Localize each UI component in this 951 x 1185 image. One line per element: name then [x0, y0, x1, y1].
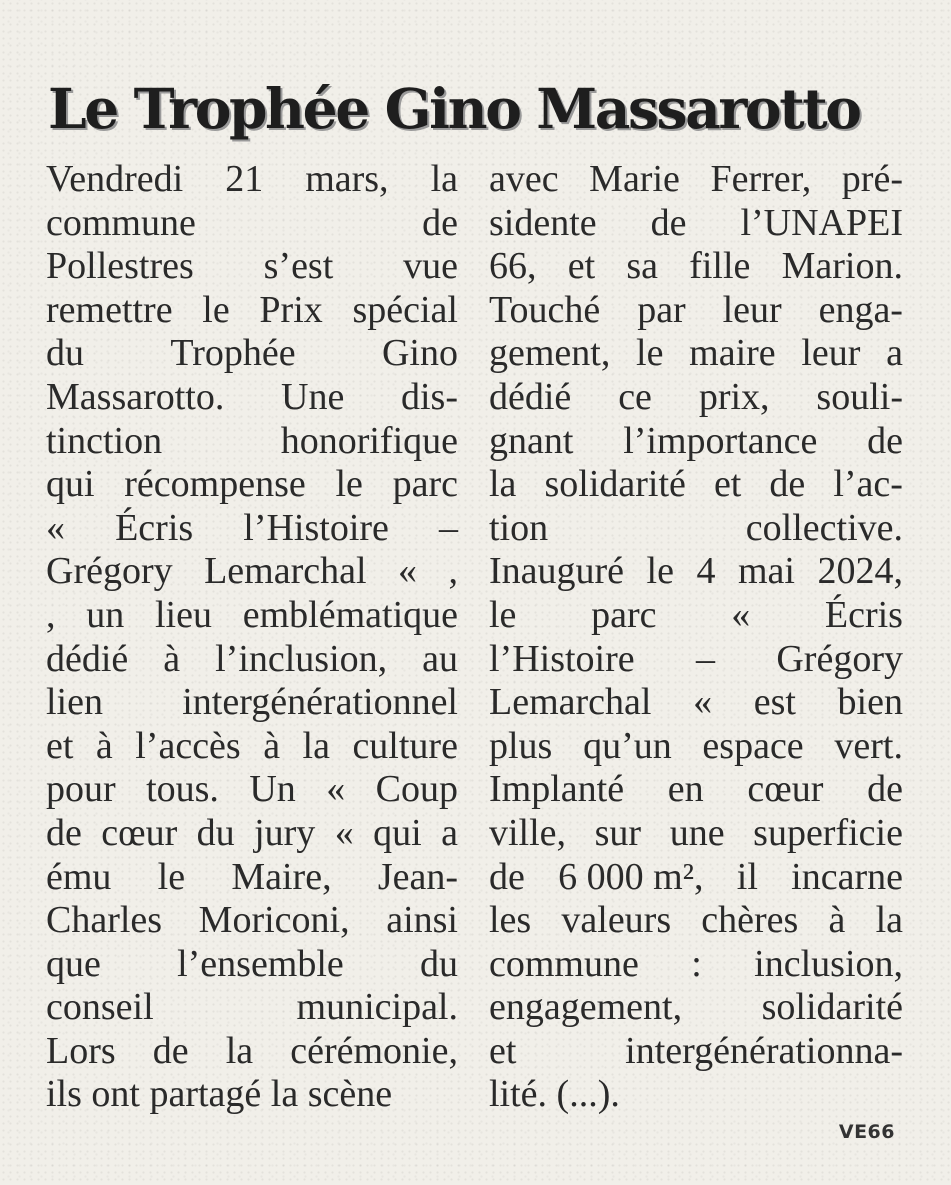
word: du: [196, 811, 235, 854]
word: solidarité: [544, 463, 686, 506]
word: Inauguré: [489, 550, 625, 593]
word: et: [489, 1029, 517, 1072]
word: à: [163, 637, 181, 680]
word: de: [46, 811, 82, 854]
text-line: [46, 812, 458, 856]
word: Implanté: [489, 768, 625, 811]
word: Pollestres: [46, 245, 194, 288]
word: «: [46, 506, 65, 549]
word: est: [753, 681, 796, 724]
text-line: [489, 289, 903, 333]
word: Un: [249, 768, 296, 811]
word: la: [302, 724, 330, 767]
word: sur: [594, 811, 642, 854]
word: ce: [618, 375, 652, 418]
word: lien: [46, 681, 103, 724]
word: :: [691, 942, 702, 985]
text-line: [489, 681, 903, 725]
word: tinction: [46, 419, 163, 462]
text-line: [489, 1073, 903, 1117]
word: Grégory: [46, 550, 173, 593]
word: dédié: [489, 375, 572, 418]
word: jury: [254, 811, 316, 854]
article-column-right: [489, 158, 903, 1117]
text-line: [46, 1073, 458, 1117]
word: parc: [591, 593, 657, 636]
text-line: [46, 986, 458, 1030]
word: avec: [489, 158, 559, 200]
word: a: [886, 332, 903, 375]
word: commune: [46, 201, 196, 244]
word: la: [489, 463, 517, 506]
author-signature: VE66: [838, 1121, 895, 1143]
word: cérémonie,: [290, 1029, 458, 1072]
text-line: [46, 289, 458, 333]
word: qu’un: [583, 724, 672, 767]
text-line: [489, 507, 903, 551]
word: valeurs: [561, 899, 672, 942]
text-line: [489, 202, 903, 246]
word: –: [696, 637, 715, 680]
word: dédié: [46, 637, 129, 680]
word: de: [867, 419, 903, 462]
word: que: [46, 942, 101, 985]
word: 66,: [489, 245, 537, 288]
word: 4: [696, 550, 716, 593]
word: a: [441, 811, 458, 854]
text-line: [46, 681, 458, 725]
word: parc: [392, 463, 458, 506]
text-line: [46, 725, 458, 769]
text-line: [46, 943, 458, 987]
text-line: [46, 376, 458, 420]
word: l’Histoire: [243, 506, 389, 549]
text-line: [489, 1030, 903, 1074]
word: s’est: [263, 245, 334, 288]
word: commune: [489, 942, 639, 985]
word: ont: [91, 1073, 140, 1116]
word: Marie: [589, 158, 680, 200]
word: municipal.: [296, 986, 458, 1029]
word: inclusion,: [754, 942, 903, 985]
word: –: [439, 506, 458, 549]
word: chères: [701, 899, 799, 942]
word: Vendredi: [46, 158, 184, 200]
text-line: [46, 507, 458, 551]
word: l’ac-: [833, 463, 903, 506]
word: lieu: [155, 593, 212, 636]
word: Grégory: [776, 637, 903, 680]
word: gement,: [489, 332, 611, 375]
word: et: [713, 463, 742, 506]
word: un: [86, 593, 125, 636]
word: la: [270, 1073, 299, 1116]
text-line: [489, 420, 903, 464]
word: gnant: [489, 419, 574, 462]
word: Lemarchal: [489, 681, 652, 724]
text-line: [489, 638, 903, 682]
word: de: [650, 201, 687, 244]
word: du: [46, 332, 84, 375]
word: «: [731, 593, 751, 636]
text-line: [489, 812, 903, 856]
word: le: [157, 855, 186, 898]
text-line: [46, 463, 458, 507]
word: la: [225, 1029, 254, 1072]
word: Ferrer,: [710, 158, 812, 200]
word: «: [326, 768, 346, 811]
word: conseil: [46, 986, 154, 1029]
text-line: [46, 1030, 458, 1074]
word: Prix: [259, 288, 323, 331]
word: la: [875, 899, 903, 942]
text-line: [489, 768, 903, 812]
word: l’UNAPEI: [740, 201, 903, 244]
word: prix,: [698, 375, 770, 418]
word: Une: [281, 375, 345, 418]
word: plus: [489, 724, 553, 767]
word: dis-: [401, 375, 458, 418]
word: l’Histoire: [489, 637, 635, 680]
text-line: [489, 943, 903, 987]
word: à: [828, 899, 846, 942]
word: scène: [307, 1073, 393, 1116]
word: ,: [448, 550, 458, 593]
text-line: [489, 856, 903, 900]
word: Coup: [375, 768, 458, 811]
word: sidente: [489, 201, 597, 244]
word: ville,: [489, 811, 567, 854]
word: l’inclusion,: [215, 637, 388, 680]
word: bien: [837, 681, 903, 724]
word: Lemarchal: [204, 550, 367, 593]
word: enga-: [818, 288, 903, 331]
text-line: [46, 768, 458, 812]
word: ainsi: [386, 899, 458, 942]
text-line: [46, 856, 458, 900]
word: Charles: [46, 899, 163, 942]
word: 21: [225, 158, 264, 200]
text-line: [489, 376, 903, 420]
word: intergénérationna-: [625, 1029, 903, 1072]
word: vert.: [834, 724, 903, 767]
text-line: [46, 332, 458, 376]
word: solidarité: [761, 986, 903, 1029]
word: espace: [702, 724, 804, 767]
word: et: [46, 724, 74, 767]
word: collective.: [745, 506, 903, 549]
word: souli-: [816, 375, 903, 418]
word: Jean-: [377, 855, 458, 898]
word: par: [637, 288, 686, 331]
word: Maire,: [231, 855, 332, 898]
text-line: [46, 202, 458, 246]
word: superficie: [753, 811, 903, 854]
word: Gino: [381, 332, 458, 375]
word: l’ensemble: [177, 942, 344, 985]
word: le: [335, 463, 363, 506]
word: et: [567, 245, 596, 288]
word: qui: [46, 463, 95, 506]
word: l’importance: [623, 419, 818, 462]
text-line: [46, 594, 458, 638]
text-line: [46, 158, 458, 202]
word: tion: [489, 506, 549, 549]
word: incarne: [791, 855, 903, 898]
text-line: [489, 899, 903, 943]
word: leur: [722, 288, 782, 331]
word: culture: [352, 724, 458, 767]
word: de: [867, 768, 903, 811]
word: Trophée: [170, 332, 296, 375]
word: une: [669, 811, 725, 854]
article-column-left: [46, 158, 458, 1117]
word: cœur: [747, 768, 824, 811]
word: «: [398, 550, 418, 593]
word: récompense: [124, 463, 306, 506]
text-line: [489, 158, 903, 202]
word: du: [420, 942, 458, 985]
word: ému: [46, 855, 112, 898]
text-line: [489, 986, 903, 1030]
word: sa: [626, 245, 658, 288]
word: Touché: [489, 288, 601, 331]
word: ils: [46, 1073, 82, 1116]
word: de: [489, 855, 525, 898]
word: engagement,: [489, 986, 683, 1029]
word: vue: [403, 245, 458, 288]
word: 6 000 m²,: [558, 855, 704, 898]
word: ,: [46, 593, 56, 636]
word: mai: [737, 550, 795, 593]
word: à: [263, 724, 281, 767]
text-line: [489, 550, 903, 594]
word: Lors: [46, 1029, 116, 1072]
word: à: [95, 724, 113, 767]
word: qui: [373, 811, 422, 854]
word: il: [736, 855, 758, 898]
text-line: [489, 594, 903, 638]
word: au: [422, 637, 458, 680]
article-headline: Le Trophée Gino Massarotto: [48, 76, 860, 141]
word: en: [667, 768, 704, 811]
text-line: [46, 899, 458, 943]
word: de: [422, 201, 458, 244]
word: «: [693, 681, 713, 724]
word: partagé: [149, 1073, 262, 1116]
text-line: [46, 420, 458, 464]
word: «: [334, 811, 354, 854]
word: l’accès: [135, 724, 241, 767]
word: leur: [801, 332, 861, 375]
word: cœur: [101, 811, 178, 854]
word: les: [489, 899, 532, 942]
word: intergénérationnel: [182, 681, 458, 724]
word: pré-: [841, 158, 903, 200]
text-line: [46, 245, 458, 289]
word: pour: [46, 768, 116, 811]
word: maire: [689, 332, 776, 375]
word: (...).: [556, 1073, 620, 1116]
word: le: [202, 288, 230, 331]
word: la: [430, 158, 458, 200]
text-line: [489, 332, 903, 376]
word: Marion.: [781, 245, 903, 288]
word: de: [152, 1029, 189, 1072]
word: lité.: [489, 1073, 548, 1116]
word: fille: [689, 245, 751, 288]
word: 2024,: [817, 550, 903, 593]
text-line: [46, 550, 458, 594]
word: honorifique: [280, 419, 458, 462]
text-line: [489, 463, 903, 507]
word: emblématique: [242, 593, 458, 636]
text-line: [489, 245, 903, 289]
word: Écris: [824, 593, 903, 636]
word: Écris: [115, 506, 194, 549]
word: mars,: [305, 158, 389, 200]
word: de: [769, 463, 806, 506]
word: le: [489, 593, 517, 636]
word: tous.: [146, 768, 219, 811]
word: remettre: [46, 288, 173, 331]
word: spécial: [352, 288, 458, 331]
word: le: [646, 550, 674, 593]
text-line: [46, 638, 458, 682]
word: Massarotto.: [46, 375, 225, 418]
text-line: [489, 725, 903, 769]
word: Moriconi,: [198, 899, 350, 942]
word: le: [636, 332, 664, 375]
